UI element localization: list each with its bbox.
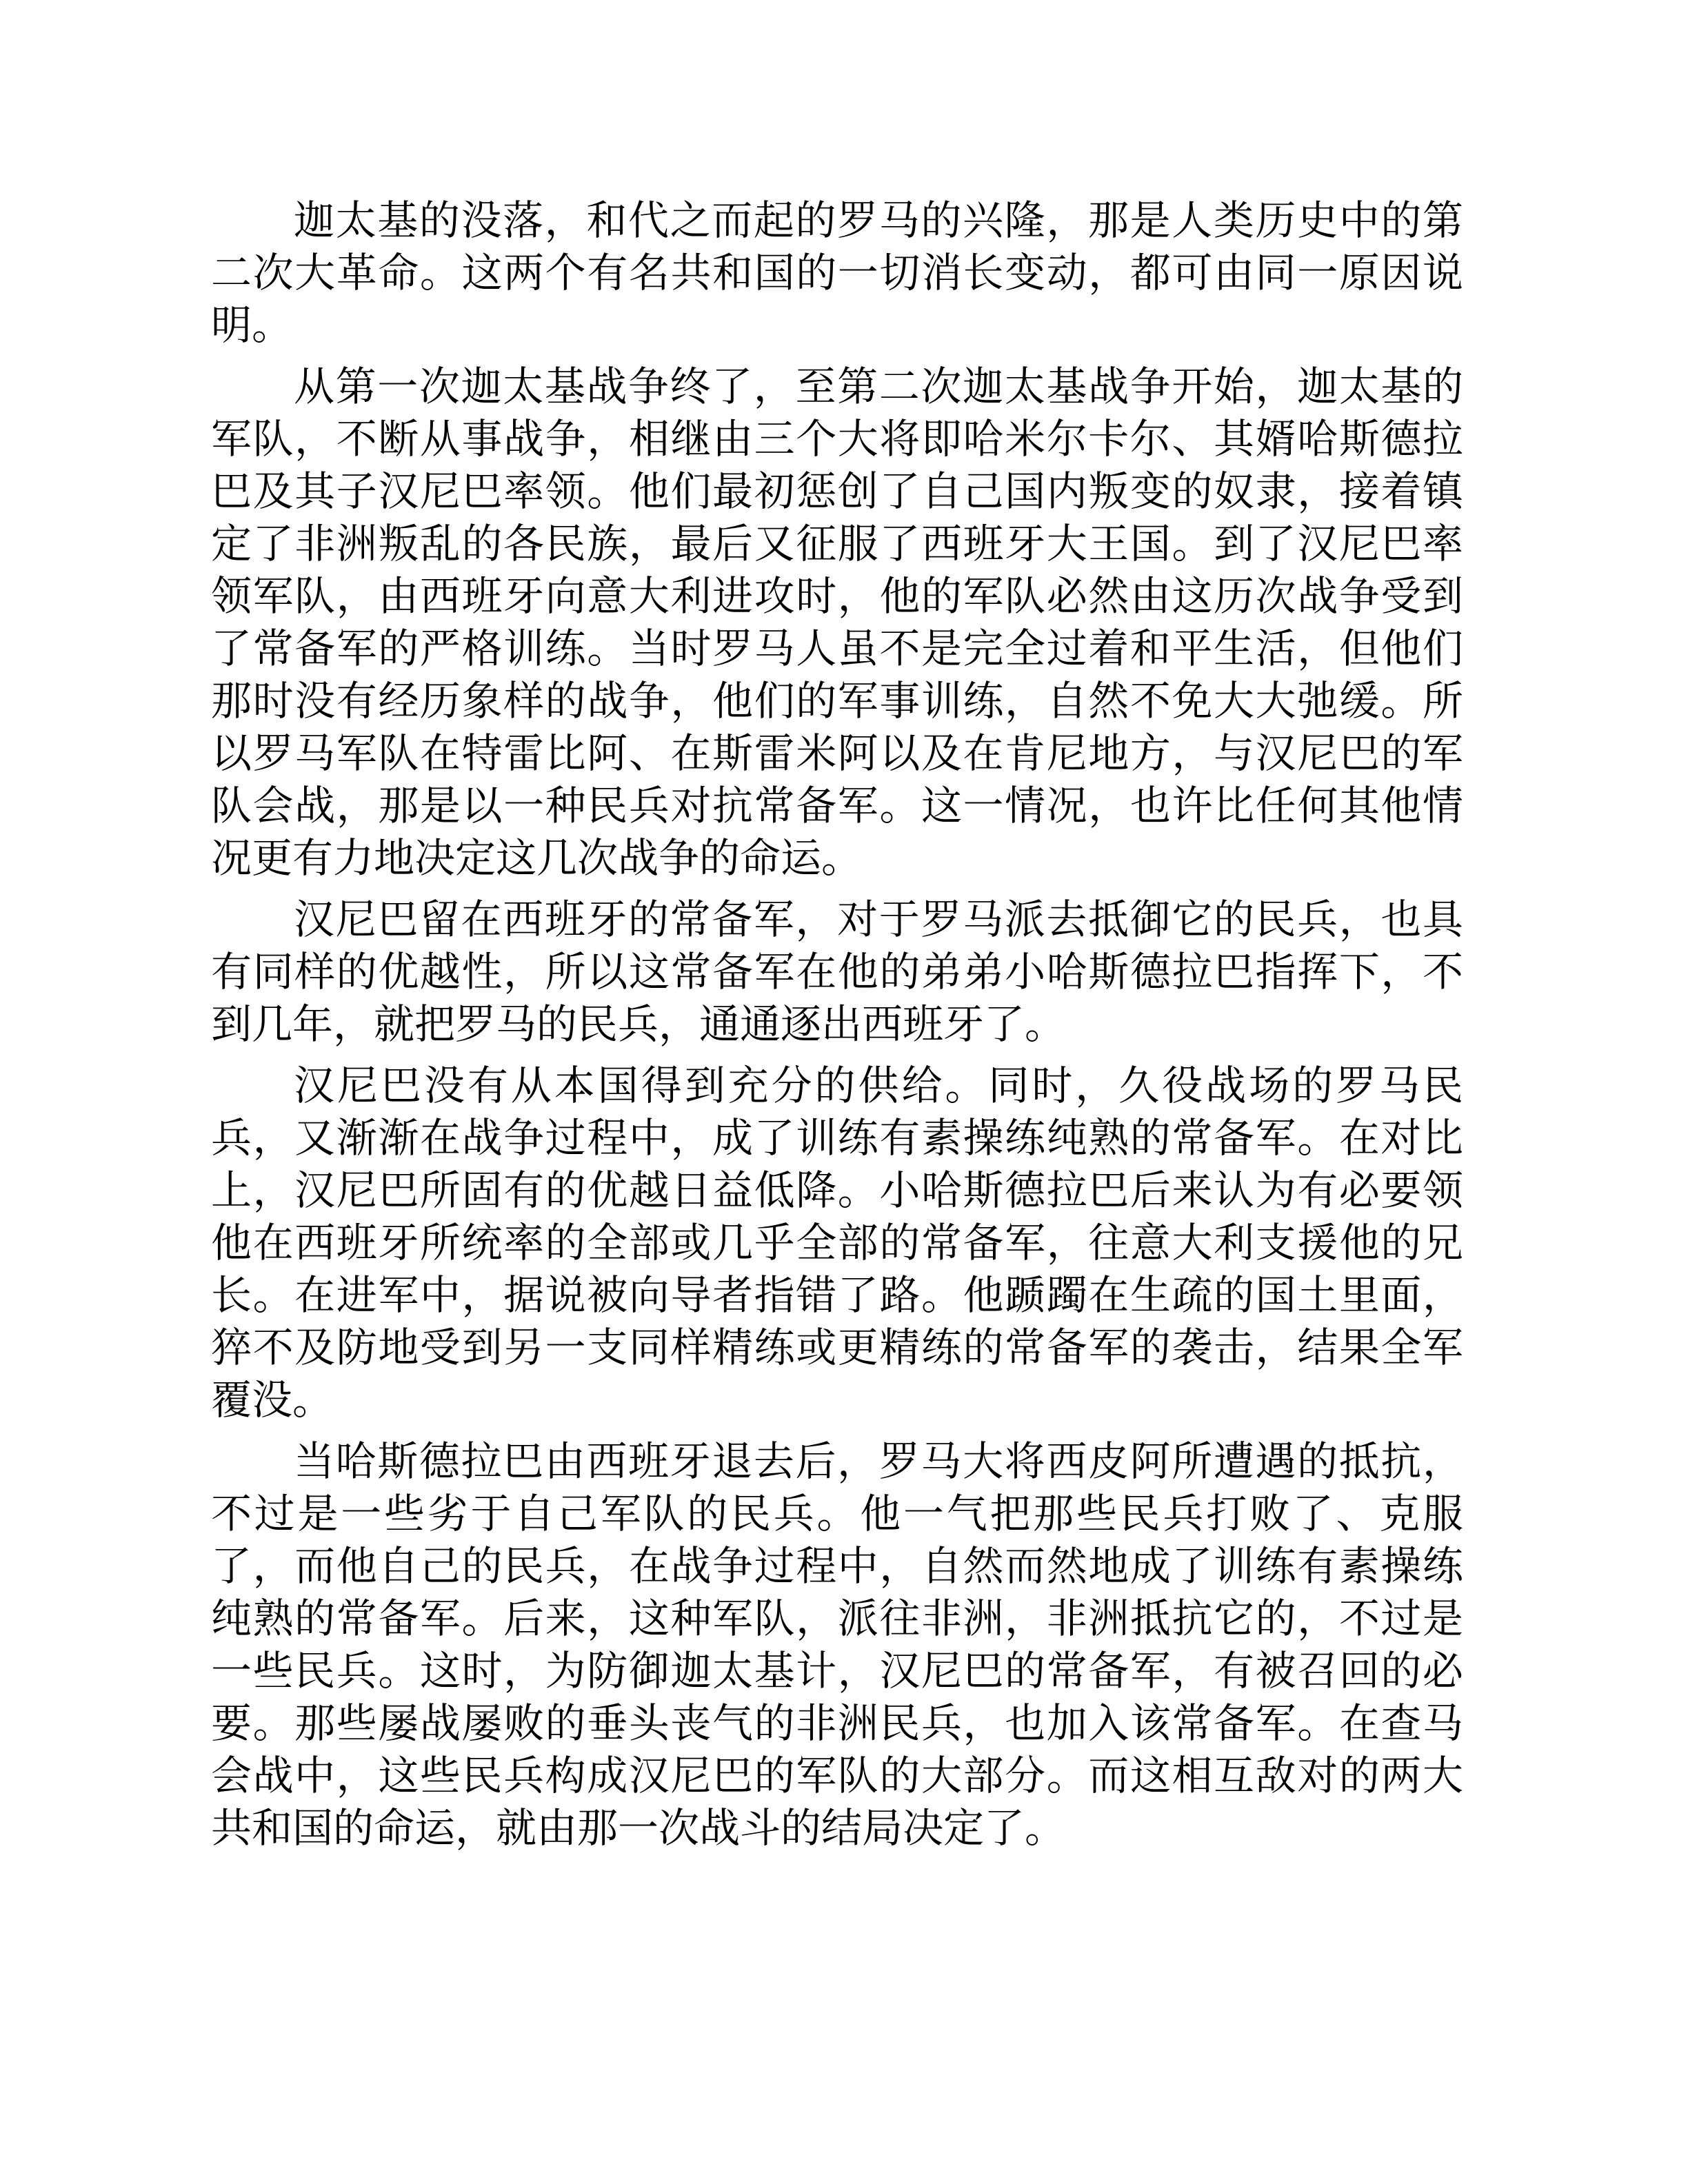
paragraph: 从第一次迦太基战争终了，至第二次迦太基战争开始，迦太基的军队，不断从事战争，相继由三个大将即哈米尔卡尔、其婿哈斯德拉巴及其子汉尼巴率领。他们最初惩创了自己国内叛变的奴隶，接着镇定了非洲叛乱的各民族，最后又征服了西班牙大王国。到了汉尼巴率领军队，由西班牙向意大利进攻时，他的军队必然由这历次战争受到了常备军的严格训练。当时罗马人虽不是完全过着和平生活，但他们那时没有经历象样的战争，他们的军事训练，自然不免大大弛缓。所以罗马军队在特雷比阿、在斯雷米阿以及在肯尼地方，与汉尼巴的军队会战，那是以一种民兵对抗常备军。这一情况，也许比任何其他情况更有力地决定这几次战争的命运。: [211, 363, 1463, 882]
paragraph: 汉尼巴留在西班牙的常备军，对于罗马派去抵御它的民兵，也具有同样的优越性，所以这常备军在他的弟弟小哈斯德拉巴指挥下，不到几年，就把罗马的民兵，通通逐出西班牙了。: [211, 896, 1463, 1048]
paragraph: 迦太基的没落，和代之而起的罗马的兴隆，那是人类历史中的第二次大革命。这两个有名共和国的一切消长变动，都可由同一原因说明。: [211, 196, 1463, 349]
document-body: [211, 194, 1463, 1863]
paragraph: 当哈斯德拉巴由西班牙退去后，罗马大将西皮阿所遭遇的抵抗，不过是一些劣于自己军队的民兵。他一气把那些民兵打败了、克服了，而他自己的民兵，在战争过程中，自然而然地成了训练有素操练纯熟的常备军。后来，这种军队，派往非洲，非洲抵抗它的，不过是一些民兵。这时，为防御迦太基计，汉尼巴的常备军，有被召回的必要。那些屡战屡败的垂头丧气的非洲民兵，也加入该常备军。在查马会战中，这些民兵构成汉尼巴的军队的大部分。而这相互敌对的两大共和国的命运，就由那一次战斗的结局决定了。: [211, 1437, 1463, 1852]
paragraph: 汉尼巴没有从本国得到充分的供给。同时，久役战场的罗马民兵，又渐渐在战争过程中，成了训练有素操练纯熟的常备军。在对比上，汉尼巴所固有的优越日益低降。小哈斯德拉巴后来认为有必要领他在西班牙所统率的全部或几乎全部的常备军，往意大利支援他的兄长。在进军中，据说被向导者指错了路。他踬躅在生疏的国土里面，猝不及防地受到另一支同样精练或更精练的常备军的袭击，结果全军覆没。: [211, 1062, 1463, 1424]
